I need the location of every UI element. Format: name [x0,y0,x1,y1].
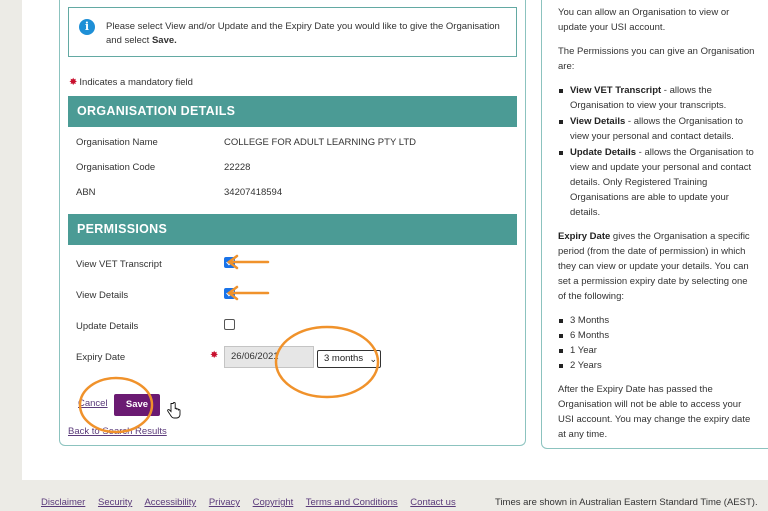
view-details-label: View Details [76,290,129,301]
view-vet-transcript-checkbox[interactable] [224,257,235,268]
perm-desc: - allows the Organisation to view your transcripts. [570,85,727,111]
perm-desc: - allows the Organisation to view your personal and contact details. [570,116,744,142]
org-code-value: 22228 [224,162,251,173]
view-details-checkbox[interactable] [224,288,235,299]
sidebar-periods-list [558,313,758,373]
list-item: 3 Months [558,313,758,328]
list-item [558,83,758,113]
back-to-search-results-link[interactable]: Back to Search Results [68,426,167,437]
perm-name: View VET Transcript [570,85,662,96]
expiry-desc: gives the Organisation a specific period (from the date of permission) in which they can view or update your details. You can set a permission expiry date by selecting one of the following: [558,231,750,302]
info-line2-prefix: and select [106,35,152,46]
list-item: 6 Months [558,328,758,343]
org-name-label: Organisation Name [76,137,158,148]
expiry-date-label: Expiry Date [76,352,126,363]
update-details-checkbox[interactable] [224,319,235,330]
required-star-icon: ✸ [210,350,219,361]
sidebar-intro: You can allow an Organisation to view or update your USI account. [558,7,730,33]
footer-link-contact[interactable]: Contact us [410,497,456,508]
footer-link-accessibility[interactable]: Accessibility [144,497,197,508]
list-item: 2 Years [558,358,758,373]
org-name-value: COLLEGE FOR ADULT LEARNING PTY LTD [224,137,416,148]
chevron-down-icon: ⌄ [369,354,377,364]
help-sidebar [541,0,768,449]
perm-name: Update Details [570,147,636,158]
perm-name: View Details [570,116,626,127]
info-icon: i [79,19,95,35]
sidebar-after-text: After the Expiry Date has passed the Organisation will not be able to access your USI account. You may change the expiry date at any time. [558,384,751,440]
list-item [558,114,758,144]
info-line1: Please select View and/or Update and the Expiry Date you would like to give the Organisation [106,21,500,32]
mandatory-note [69,77,193,88]
footer-link-security[interactable]: Security [97,497,133,508]
mandatory-star-icon: ✸ [69,77,78,88]
info-line2-bold: Save. [151,35,177,46]
expiry-period-select[interactable] [317,350,381,368]
hand-cursor-icon [167,402,181,420]
save-button[interactable]: Save [114,394,160,416]
org-code-label: Organisation Code [76,162,156,173]
cancel-link[interactable]: Cancel [78,398,108,409]
perm-desc: - allows the Organisation to view and update your personal and contact details. Only Registered Training Organisations are able to update your details. [570,147,754,218]
expiry-date-input[interactable]: 26/06/2021 [224,346,314,368]
info-text [106,20,506,48]
permissions-header: PERMISSIONS [68,214,517,245]
info-box [68,7,517,57]
mandatory-note-text: Indicates a mandatory field [79,77,193,88]
page [22,0,768,480]
main-panel [59,0,526,446]
footer-timezone-note: Times are shown in Australian Eastern Standard Time (AEST). [495,497,758,508]
sidebar-permissions-list [558,83,758,220]
abn-label: ABN [76,187,96,198]
footer-link-copyright[interactable]: Copyright [252,497,294,508]
footer [22,480,768,511]
expiry-bold: Expiry Date [558,231,611,242]
list-item [558,145,758,220]
list-item: 1 Year [558,343,758,358]
sidebar-expiry-text [558,229,758,304]
view-vet-transcript-label: View VET Transcript [76,259,162,270]
footer-links [41,497,466,508]
organisation-details-header: ORGANISATION DETAILS [68,96,517,127]
footer-link-privacy[interactable]: Privacy [208,497,240,508]
abn-value: 34207418594 [224,187,283,198]
expiry-period-selected: 3 months [324,353,364,364]
footer-link-terms[interactable]: Terms and Conditions [305,497,398,508]
footer-link-disclaimer[interactable]: Disclaimer [41,497,86,508]
update-details-label: Update Details [76,321,139,332]
sidebar-perm-intro: The Permissions you can give an Organisation are: [558,46,755,72]
